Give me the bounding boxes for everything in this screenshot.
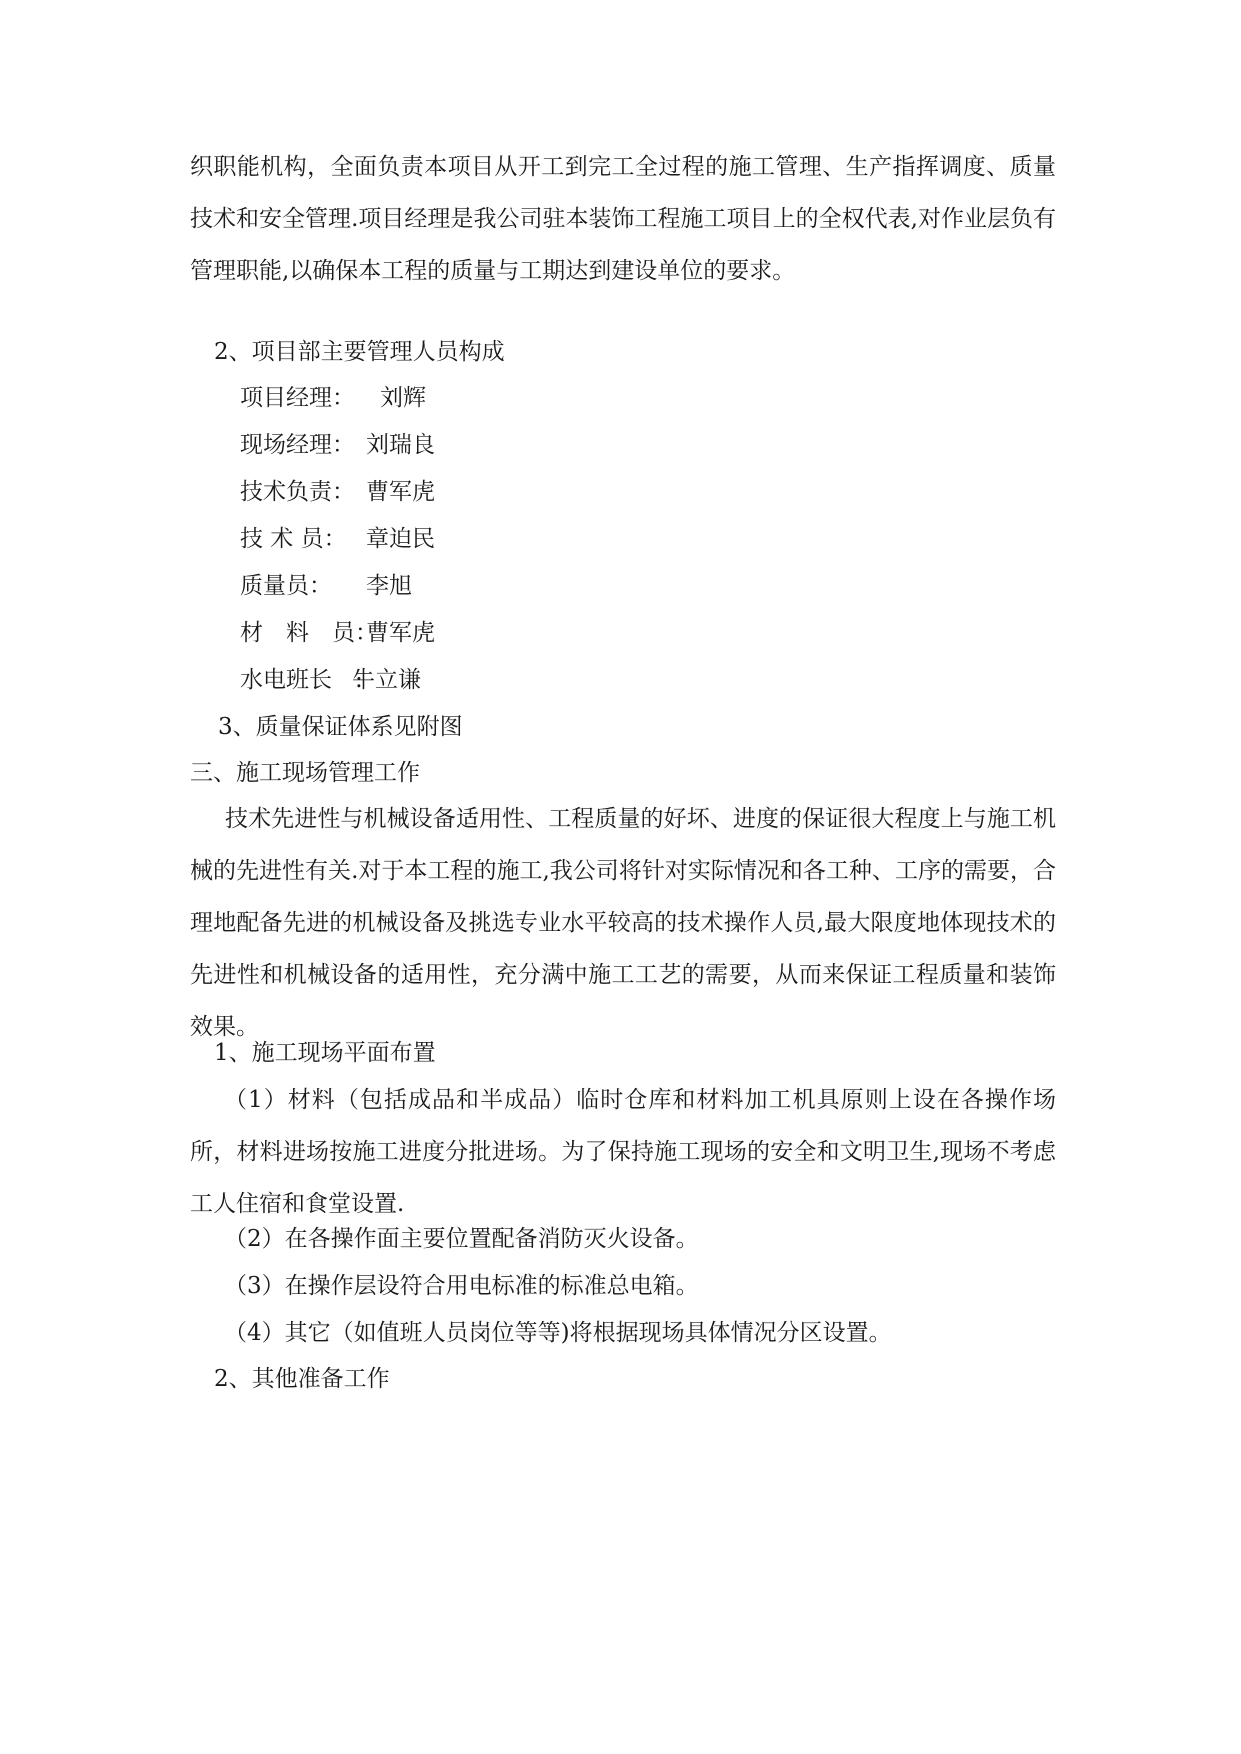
staff-name: 曹军虎 [366,479,435,505]
other-heading: 2、其他准备工作 [214,1366,390,1392]
staff-role: 现场经理： [240,432,355,458]
staff-role: 项目经理： [240,385,355,411]
intro-paragraph: 织职能机构，全面负责本项目从开工到完工全过程的施工管理、生产指挥调度、质量技术和安全管理.项目经理是我公司驻本装饰工程施工项目上的全权代表,对作业层负有管理职能,以确保本工程的质量与工期达到建设单位的要求。 [190,154,1056,284]
staff-name: 章迫民 [366,526,435,552]
section-heading: 三、施工现场管理工作 [190,760,420,786]
staff-name: 李旭 [366,573,412,599]
staff-heading: 2、项目部主要管理人员构成 [214,339,505,365]
staff-role: 质量员： [240,573,332,599]
staff-name: 刘辉 [380,385,426,411]
quality-heading: 3、质量保证体系见附图 [218,714,463,740]
staff-name: 曹军虎 [366,620,435,646]
layout-item-1: （1）材料（包括成品和半成品）临时仓库和材料加工机具原则上设在各操作场所，材料进场按施工进度分批进场。为了保持施工现场的安全和文明卫生,现场不考虑工人住宿和食堂设置. [190,1087,1056,1217]
staff-role: 材 料 员： [240,620,378,646]
staff-role: 技 术 员： [240,526,347,552]
staff-name: 刘瑞良 [366,432,435,458]
layout-heading: 1、施工现场平面布置 [214,1040,436,1066]
layout-item-4: （4）其它（如值班人员岗位等等)将根据现场具体情况分区设置。 [224,1320,892,1346]
staff-role: 技术负责： [240,479,355,505]
layout-item-3: （3）在操作层设符合用电标准的标准总电箱。 [224,1273,699,1299]
machinery-paragraph: 技术先进性与机械设备适用性、工程质量的好坏、进度的保证很大程度上与施工机械的先进性有关.对于本工程的施工,我公司将针对实际情况和各工种、工序的需要，合理地配备先进的机械设备及挑选专业水平较高的技术操作人员,最大限度地体现技术的先进性和机械设备的适用性，充分满中施工工艺的需要，从而来保证工程质量和装饰效果。 [190,806,1056,1040]
staff-role: 水电班长 : [240,667,363,693]
layout-item-2: （2）在各操作面主要位置配备消防灭火设备。 [224,1226,699,1252]
staff-name: 牛立谦 [352,667,421,693]
